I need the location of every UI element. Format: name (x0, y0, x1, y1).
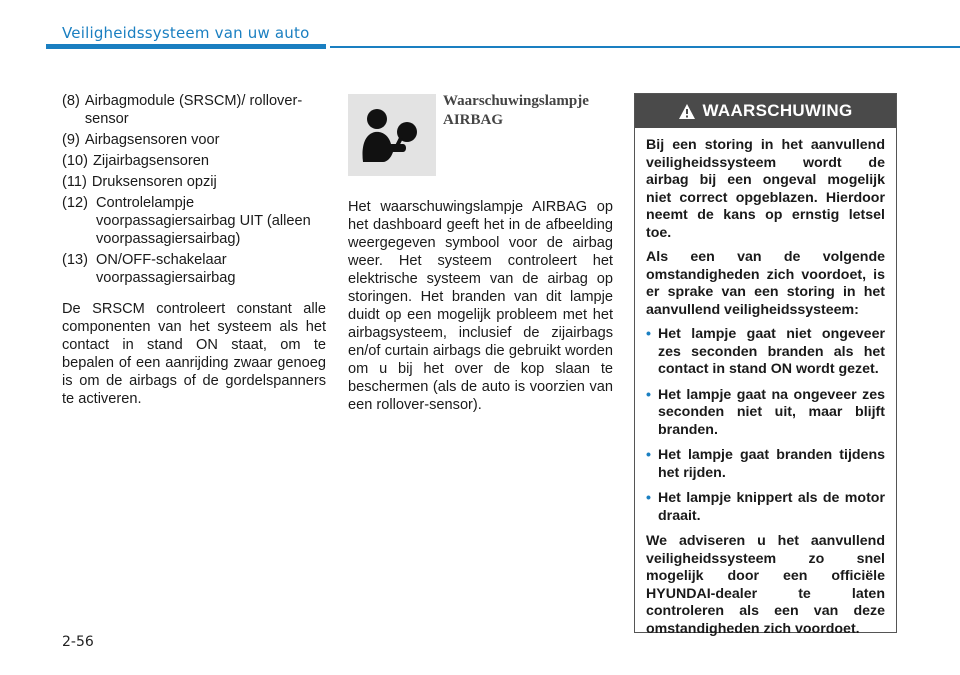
warning-box (634, 93, 897, 637)
bullet-dot: • (646, 447, 651, 463)
warning-intro: Bij een storing in het aanvullend veiligheidssysteem wordt de airbag bij een ongeval mogelijk niet correct opgeblazen. Hierdoor neemt de kans op ernstig letsel toe. (646, 137, 885, 241)
item-number: (12) (62, 195, 88, 211)
bullet-item (646, 326, 885, 379)
item-text: Zijairbagsensoren (92, 153, 209, 169)
bullet-text: Het lampje gaat na ongeveer zes seconden niet uit, maar blijft branden. (658, 386, 885, 438)
bullet-item (646, 387, 885, 440)
bullet-item (646, 490, 885, 525)
page-number: 2-56 (62, 634, 94, 650)
bullet-dot: • (646, 386, 651, 403)
header-divider-thin (330, 46, 960, 48)
warning-body (635, 128, 896, 638)
warning-lead: Als een van de volgende omstandigheden zich voordoet, is er sprake van een storing in het aanvullend veiligheidssysteem: (646, 249, 885, 318)
item-number: (9) (62, 132, 80, 148)
bullet-text: Het lampje knippert als de motor draait. (658, 490, 885, 524)
item-number: (11) (62, 174, 87, 190)
bullet-dot: • (646, 326, 651, 342)
warning-label: WAARSCHUWING (702, 101, 853, 120)
list-item (62, 251, 326, 287)
item-text: ON/OFF-schakelaar voorpassagiersairbag (96, 252, 236, 286)
list-item (62, 131, 326, 149)
list-item (62, 194, 326, 248)
item-text: Airbagmodule (SRSCM)/ rollover-sensor (84, 93, 303, 127)
list-item (62, 173, 326, 191)
bullet-dot: • (646, 490, 651, 506)
item-number: (8) (62, 93, 80, 109)
item-number: (10) (62, 153, 88, 169)
warning-light-heading: Waarschuwingslampje AIRBAG (443, 93, 589, 128)
warning-header (635, 94, 896, 128)
item-number: (13) (62, 252, 88, 268)
srscm-paragraph: De SRSCM controleert constant alle componenten van het systeem als het contact in stand ON staat, om te bepalen of een aanrijding zwaar genoeg is om de airbags of de gordelspanners te activeren. (62, 301, 326, 407)
bullet-item (646, 447, 885, 482)
item-text: Airbagsensoren voor (84, 132, 220, 148)
bullet-text: Het lampje gaat niet ongeveer zes seconden branden als het contact in stand ON wordt gezet. (658, 326, 885, 377)
list-item (62, 152, 326, 170)
item-text: Druksensoren opzij (91, 174, 217, 190)
component-list-column (62, 92, 326, 408)
header-divider-thick (46, 44, 326, 49)
section-title: Veiligheidssysteem van uw auto (62, 24, 310, 42)
airbag-warning-icon (348, 94, 436, 176)
warning-triangle-icon (679, 104, 695, 119)
warning-advice: We adviseren u het aanvullend veiligheidssysteem zo snel mogelijk door een officiële HYUNDAI-dealer te laten controleren als een van deze omstandigheden zich voordoet. (646, 533, 885, 637)
warning-light-paragraph: Het waarschuwingslampje AIRBAG op het dashboard geeft het in de afbeelding weergegeven symbool voor de airbag weer. Het systeem controleert het elektrische systeem van de airbag op storingen. Het branden van dit lampje duidt op een mogelijk probleem met het airbagsysteem, inclusief de zijairbags en/of curtain airbags die gebruikt worden om u bij het over de kop slaan te beschermen (als de auto is voorzien van een rollover-sensor). (348, 199, 613, 413)
bullet-text: Het lampje gaat branden tijdens het rijden. (658, 447, 885, 481)
list-item (62, 92, 326, 128)
item-text: Controlelampje voorpassagiersairbag UIT (alleen voorpassagiersairbag) (96, 195, 311, 247)
